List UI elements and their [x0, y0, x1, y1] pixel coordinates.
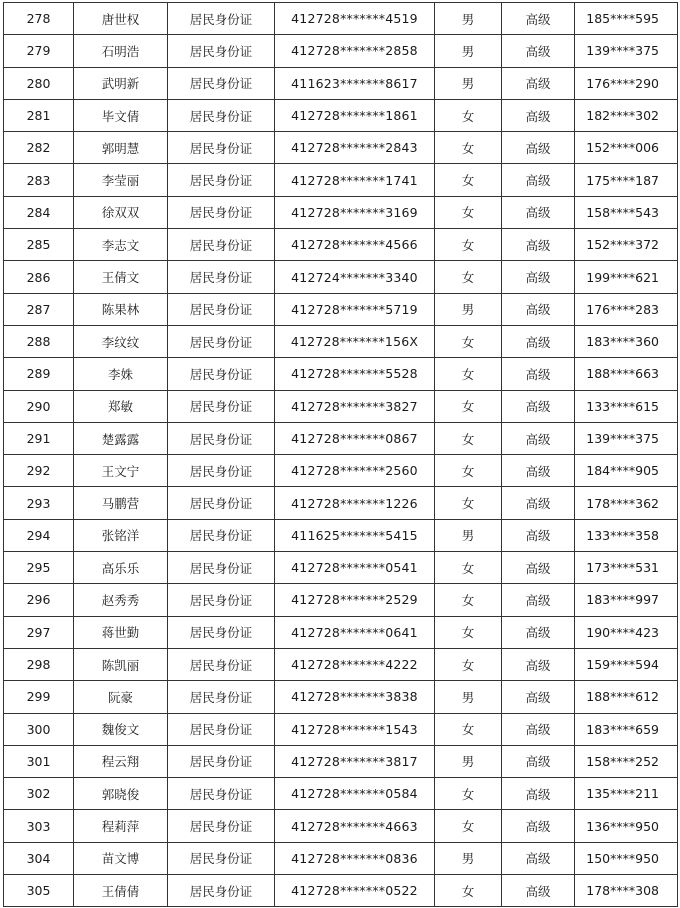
id-number-cell: 412728*******156X — [275, 325, 435, 357]
phone-number-cell: 184****905 — [575, 455, 678, 487]
row-number-cell: 299 — [4, 681, 74, 713]
table-row — [4, 681, 678, 713]
table-row — [4, 99, 678, 131]
phone-number-cell: 183****997 — [575, 584, 678, 616]
id-type-cell: 居民身份证 — [168, 778, 275, 810]
id-number-cell: 412728*******2843 — [275, 132, 435, 164]
row-number-cell: 305 — [4, 875, 74, 907]
id-number-cell: 412728*******2529 — [275, 584, 435, 616]
level-cell: 高级 — [502, 584, 575, 616]
phone-number-cell: 150****950 — [575, 842, 678, 874]
row-number-cell: 280 — [4, 67, 74, 99]
phone-number-cell: 173****531 — [575, 552, 678, 584]
row-number-cell: 304 — [4, 842, 74, 874]
level-cell: 高级 — [502, 455, 575, 487]
roster-table — [3, 2, 678, 907]
id-type-cell: 居民身份证 — [168, 552, 275, 584]
row-number-cell: 279 — [4, 35, 74, 67]
level-cell: 高级 — [502, 3, 575, 35]
id-type-cell: 居民身份证 — [168, 875, 275, 907]
id-number-cell: 412728*******0584 — [275, 778, 435, 810]
phone-number-cell: 176****283 — [575, 293, 678, 325]
level-cell: 高级 — [502, 325, 575, 357]
gender-cell: 女 — [435, 196, 502, 228]
row-number-cell: 295 — [4, 552, 74, 584]
row-number-cell: 293 — [4, 487, 74, 519]
gender-cell: 男 — [435, 745, 502, 777]
row-number-cell: 301 — [4, 745, 74, 777]
person-name-cell: 李纹纹 — [74, 325, 168, 357]
gender-cell: 女 — [435, 810, 502, 842]
id-type-cell: 居民身份证 — [168, 616, 275, 648]
table-row — [4, 778, 678, 810]
table-row — [4, 390, 678, 422]
id-type-cell: 居民身份证 — [168, 810, 275, 842]
person-name-cell: 徐双双 — [74, 196, 168, 228]
table-row — [4, 229, 678, 261]
row-number-cell: 286 — [4, 261, 74, 293]
id-number-cell: 412728*******3827 — [275, 390, 435, 422]
row-number-cell: 294 — [4, 519, 74, 551]
row-number-cell: 281 — [4, 99, 74, 131]
level-cell: 高级 — [502, 842, 575, 874]
phone-number-cell: 188****612 — [575, 681, 678, 713]
row-number-cell: 282 — [4, 132, 74, 164]
level-cell: 高级 — [502, 648, 575, 680]
gender-cell: 女 — [435, 616, 502, 648]
phone-number-cell: 139****375 — [575, 35, 678, 67]
level-cell: 高级 — [502, 552, 575, 584]
gender-cell: 女 — [435, 390, 502, 422]
gender-cell: 女 — [435, 455, 502, 487]
person-name-cell: 程莉萍 — [74, 810, 168, 842]
table-row — [4, 875, 678, 907]
level-cell: 高级 — [502, 519, 575, 551]
gender-cell: 女 — [435, 164, 502, 196]
row-number-cell: 303 — [4, 810, 74, 842]
person-name-cell: 魏俊文 — [74, 713, 168, 745]
phone-number-cell: 135****211 — [575, 778, 678, 810]
gender-cell: 男 — [435, 293, 502, 325]
id-type-cell: 居民身份证 — [168, 229, 275, 261]
level-cell: 高级 — [502, 487, 575, 519]
gender-cell: 女 — [435, 648, 502, 680]
table-row — [4, 616, 678, 648]
person-name-cell: 赵秀秀 — [74, 584, 168, 616]
level-cell: 高级 — [502, 810, 575, 842]
id-type-cell: 居民身份证 — [168, 455, 275, 487]
table-row — [4, 325, 678, 357]
row-number-cell: 285 — [4, 229, 74, 261]
level-cell: 高级 — [502, 778, 575, 810]
row-number-cell: 284 — [4, 196, 74, 228]
level-cell: 高级 — [502, 132, 575, 164]
person-name-cell: 郑敏 — [74, 390, 168, 422]
gender-cell: 女 — [435, 325, 502, 357]
table-row — [4, 648, 678, 680]
person-name-cell: 李姝 — [74, 358, 168, 390]
table-row — [4, 67, 678, 99]
phone-number-cell: 199****621 — [575, 261, 678, 293]
person-name-cell: 张铭洋 — [74, 519, 168, 551]
person-name-cell: 程云翔 — [74, 745, 168, 777]
id-number-cell: 412728*******0641 — [275, 616, 435, 648]
id-type-cell: 居民身份证 — [168, 164, 275, 196]
gender-cell: 男 — [435, 67, 502, 99]
table-row — [4, 3, 678, 35]
row-number-cell: 289 — [4, 358, 74, 390]
gender-cell: 女 — [435, 713, 502, 745]
id-type-cell: 居民身份证 — [168, 293, 275, 325]
phone-number-cell: 152****006 — [575, 132, 678, 164]
person-name-cell: 王倩倩 — [74, 875, 168, 907]
id-number-cell: 411623*******8617 — [275, 67, 435, 99]
id-type-cell: 居民身份证 — [168, 422, 275, 454]
person-name-cell: 苗文博 — [74, 842, 168, 874]
gender-cell: 女 — [435, 261, 502, 293]
row-number-cell: 283 — [4, 164, 74, 196]
phone-number-cell: 182****302 — [575, 99, 678, 131]
table-row — [4, 422, 678, 454]
level-cell: 高级 — [502, 422, 575, 454]
id-number-cell: 412724*******3340 — [275, 261, 435, 293]
phone-number-cell: 136****950 — [575, 810, 678, 842]
id-number-cell: 412728*******2560 — [275, 455, 435, 487]
table-row — [4, 552, 678, 584]
level-cell: 高级 — [502, 99, 575, 131]
table-row — [4, 842, 678, 874]
id-type-cell: 居民身份证 — [168, 132, 275, 164]
level-cell: 高级 — [502, 164, 575, 196]
person-name-cell: 毕文倩 — [74, 99, 168, 131]
gender-cell: 女 — [435, 584, 502, 616]
row-number-cell: 297 — [4, 616, 74, 648]
phone-number-cell: 152****372 — [575, 229, 678, 261]
gender-cell: 女 — [435, 99, 502, 131]
phone-number-cell: 176****290 — [575, 67, 678, 99]
id-type-cell: 居民身份证 — [168, 196, 275, 228]
id-number-cell: 412728*******1543 — [275, 713, 435, 745]
id-number-cell: 412728*******0522 — [275, 875, 435, 907]
level-cell: 高级 — [502, 261, 575, 293]
row-number-cell: 278 — [4, 3, 74, 35]
table-row — [4, 132, 678, 164]
gender-cell: 女 — [435, 132, 502, 164]
id-number-cell: 412728*******3838 — [275, 681, 435, 713]
person-name-cell: 唐世权 — [74, 3, 168, 35]
row-number-cell: 298 — [4, 648, 74, 680]
roster-body — [4, 3, 678, 907]
gender-cell: 男 — [435, 842, 502, 874]
phone-number-cell: 139****375 — [575, 422, 678, 454]
person-name-cell: 王倩文 — [74, 261, 168, 293]
gender-cell: 男 — [435, 35, 502, 67]
id-type-cell: 居民身份证 — [168, 35, 275, 67]
person-name-cell: 楚露露 — [74, 422, 168, 454]
gender-cell: 女 — [435, 358, 502, 390]
id-number-cell: 412728*******4222 — [275, 648, 435, 680]
phone-number-cell: 178****362 — [575, 487, 678, 519]
row-number-cell: 292 — [4, 455, 74, 487]
id-number-cell: 412728*******4663 — [275, 810, 435, 842]
table-row — [4, 455, 678, 487]
id-number-cell: 412728*******5719 — [275, 293, 435, 325]
phone-number-cell: 178****308 — [575, 875, 678, 907]
phone-number-cell: 133****358 — [575, 519, 678, 551]
level-cell: 高级 — [502, 616, 575, 648]
row-number-cell: 291 — [4, 422, 74, 454]
gender-cell: 男 — [435, 519, 502, 551]
gender-cell: 女 — [435, 875, 502, 907]
id-number-cell: 412728*******1226 — [275, 487, 435, 519]
id-type-cell: 居民身份证 — [168, 648, 275, 680]
table-row — [4, 261, 678, 293]
phone-number-cell: 158****543 — [575, 196, 678, 228]
phone-number-cell: 188****663 — [575, 358, 678, 390]
id-type-cell: 居民身份证 — [168, 358, 275, 390]
level-cell: 高级 — [502, 681, 575, 713]
level-cell: 高级 — [502, 229, 575, 261]
phone-number-cell: 185****595 — [575, 3, 678, 35]
id-type-cell: 居民身份证 — [168, 390, 275, 422]
id-type-cell: 居民身份证 — [168, 584, 275, 616]
person-name-cell: 石明浩 — [74, 35, 168, 67]
id-number-cell: 411625*******5415 — [275, 519, 435, 551]
table-row — [4, 810, 678, 842]
id-number-cell: 412728*******2858 — [275, 35, 435, 67]
person-name-cell: 武明新 — [74, 67, 168, 99]
id-number-cell: 412728*******4519 — [275, 3, 435, 35]
row-number-cell: 296 — [4, 584, 74, 616]
table-row — [4, 164, 678, 196]
table-row — [4, 745, 678, 777]
id-number-cell: 412728*******3169 — [275, 196, 435, 228]
table-row — [4, 519, 678, 551]
table-row — [4, 713, 678, 745]
level-cell: 高级 — [502, 35, 575, 67]
id-type-cell: 居民身份证 — [168, 3, 275, 35]
table-row — [4, 293, 678, 325]
table-row — [4, 487, 678, 519]
person-name-cell: 李志文 — [74, 229, 168, 261]
id-type-cell: 居民身份证 — [168, 487, 275, 519]
id-number-cell: 412728*******1741 — [275, 164, 435, 196]
id-number-cell: 412728*******4566 — [275, 229, 435, 261]
gender-cell: 男 — [435, 681, 502, 713]
person-name-cell: 李莹丽 — [74, 164, 168, 196]
level-cell: 高级 — [502, 875, 575, 907]
phone-number-cell: 158****252 — [575, 745, 678, 777]
id-type-cell: 居民身份证 — [168, 67, 275, 99]
id-number-cell: 412728*******3817 — [275, 745, 435, 777]
table-row — [4, 358, 678, 390]
gender-cell: 男 — [435, 3, 502, 35]
id-number-cell: 412728*******0867 — [275, 422, 435, 454]
person-name-cell: 蒋世勤 — [74, 616, 168, 648]
gender-cell: 女 — [435, 487, 502, 519]
id-number-cell: 412728*******5528 — [275, 358, 435, 390]
id-type-cell: 居民身份证 — [168, 713, 275, 745]
level-cell: 高级 — [502, 745, 575, 777]
level-cell: 高级 — [502, 390, 575, 422]
gender-cell: 女 — [435, 778, 502, 810]
level-cell: 高级 — [502, 293, 575, 325]
level-cell: 高级 — [502, 713, 575, 745]
level-cell: 高级 — [502, 196, 575, 228]
id-number-cell: 412728*******0836 — [275, 842, 435, 874]
id-type-cell: 居民身份证 — [168, 99, 275, 131]
id-number-cell: 412728*******1861 — [275, 99, 435, 131]
phone-number-cell: 183****659 — [575, 713, 678, 745]
table-row — [4, 584, 678, 616]
phone-number-cell: 159****594 — [575, 648, 678, 680]
phone-number-cell: 183****360 — [575, 325, 678, 357]
row-number-cell: 300 — [4, 713, 74, 745]
person-name-cell: 王文宁 — [74, 455, 168, 487]
table-row — [4, 35, 678, 67]
id-type-cell: 居民身份证 — [168, 745, 275, 777]
phone-number-cell: 133****615 — [575, 390, 678, 422]
person-name-cell: 马鹏营 — [74, 487, 168, 519]
level-cell: 高级 — [502, 67, 575, 99]
gender-cell: 女 — [435, 229, 502, 261]
gender-cell: 女 — [435, 552, 502, 584]
row-number-cell: 288 — [4, 325, 74, 357]
level-cell: 高级 — [502, 358, 575, 390]
phone-number-cell: 175****187 — [575, 164, 678, 196]
id-type-cell: 居民身份证 — [168, 681, 275, 713]
person-name-cell: 阮豪 — [74, 681, 168, 713]
person-name-cell: 郭明慧 — [74, 132, 168, 164]
person-name-cell: 高乐乐 — [74, 552, 168, 584]
table-row — [4, 196, 678, 228]
id-type-cell: 居民身份证 — [168, 261, 275, 293]
row-number-cell: 290 — [4, 390, 74, 422]
row-number-cell: 302 — [4, 778, 74, 810]
row-number-cell: 287 — [4, 293, 74, 325]
gender-cell: 女 — [435, 422, 502, 454]
person-name-cell: 陈凯丽 — [74, 648, 168, 680]
id-type-cell: 居民身份证 — [168, 325, 275, 357]
id-type-cell: 居民身份证 — [168, 842, 275, 874]
id-type-cell: 居民身份证 — [168, 519, 275, 551]
id-number-cell: 412728*******0541 — [275, 552, 435, 584]
phone-number-cell: 190****423 — [575, 616, 678, 648]
person-name-cell: 郭晓俊 — [74, 778, 168, 810]
person-name-cell: 陈果林 — [74, 293, 168, 325]
